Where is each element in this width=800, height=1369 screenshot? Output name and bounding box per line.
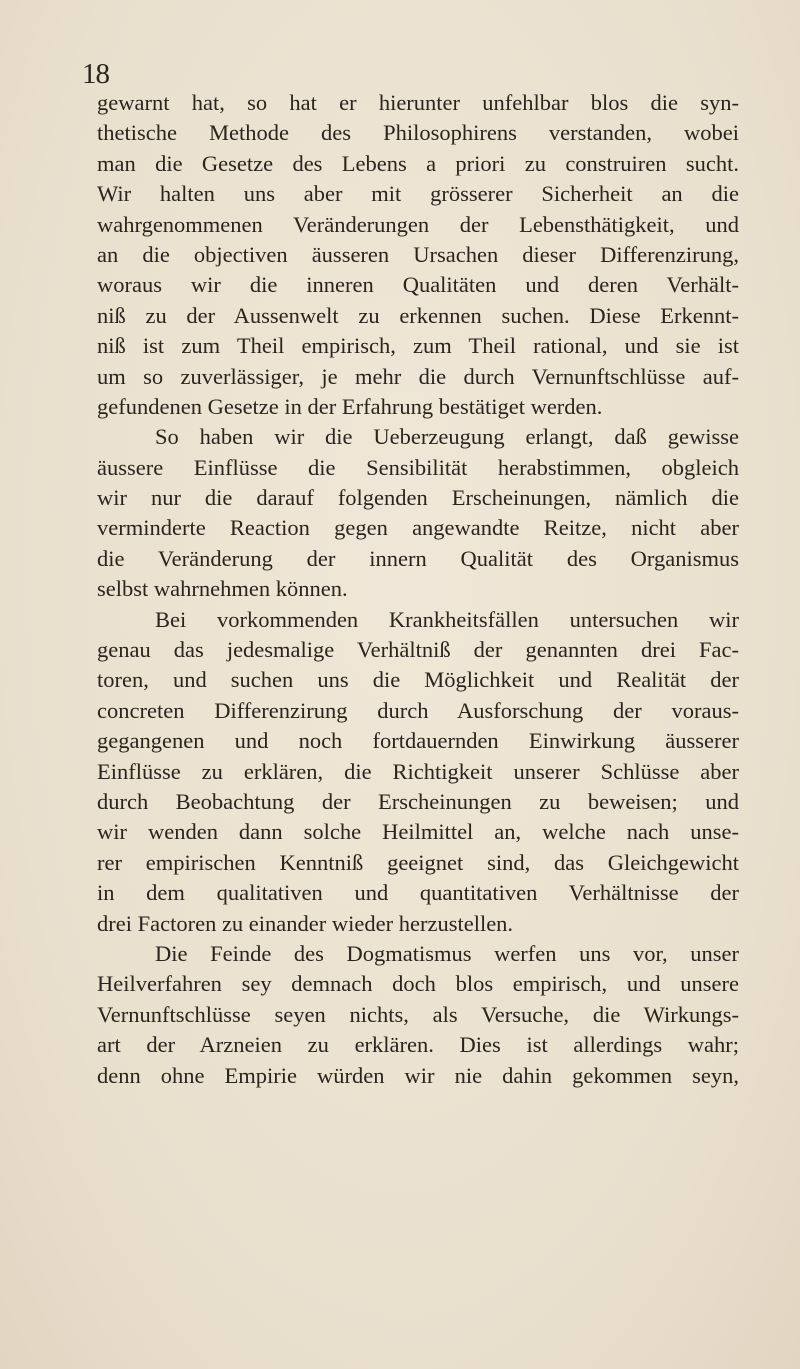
text-line: genau das jedesmalige Verhältniß der genannten drei Fac- <box>97 637 739 663</box>
body-text <box>97 88 739 1091</box>
text-line: wir nur die darauf folgenden Erscheinungen, nämlich die <box>97 485 739 511</box>
text-line: drei Factoren zu einander wieder herzustellen. <box>97 910 514 936</box>
text-line: Wir halten uns aber mit grösserer Sicherheit an die <box>97 181 739 207</box>
text-line: niß ist zum Theil empirisch, zum Theil rational, und sie ist <box>97 333 739 359</box>
text-line: die Veränderung der innern Qualität des Organismus <box>97 545 739 571</box>
text-line: um so zuverlässiger, je mehr die durch Vernunftschlüsse auf- <box>97 363 739 389</box>
text-line: Bei vorkommenden Krankheitsfällen untersuchen wir <box>155 606 739 632</box>
paragraph <box>97 939 739 1091</box>
text-line: durch Beobachtung der Erscheinungen zu beweisen; und <box>97 788 739 814</box>
text-line: concreten Differenzirung durch Ausforschung der voraus- <box>97 697 739 723</box>
text-line: gewarnt hat, so hat er hierunter unfehlbar blos die syn- <box>97 90 739 115</box>
paragraph <box>97 88 739 422</box>
text-line: selbst wahrnehmen können. <box>97 576 348 602</box>
text-line: toren, und suchen uns die Möglichkeit und Realität der <box>97 667 739 693</box>
text-line: in dem qualitativen und quantitativen Verhältnisse der <box>97 880 739 906</box>
text-line: gegangenen und noch fortdauernden Einwirkung äusserer <box>97 728 739 754</box>
text-line: wahrgenommenen Veränderungen der Lebensthätigkeit, und <box>97 211 739 237</box>
text-line: rer empirischen Kenntniß geeignet sind, das Gleichgewicht <box>97 849 739 875</box>
text-line: wir wenden dann solche Heilmittel an, welche nach unse- <box>97 819 739 845</box>
text-line: Vernunftschlüsse seyen nichts, als Versuche, die Wirkungs- <box>97 1001 739 1027</box>
text-line: denn ohne Empirie würden wir nie dahin gekommen seyn, <box>97 1062 739 1088</box>
text-line: Einflüsse zu erklären, die Richtigkeit unserer Schlüsse aber <box>97 758 739 784</box>
page-number: 18 <box>82 58 109 90</box>
text-line: äussere Einflüsse die Sensibilität herabstimmen, obgleich <box>97 454 739 480</box>
text-line: Heilverfahren sey demnach doch blos empirisch, und unsere <box>97 971 739 997</box>
text-line: woraus wir die inneren Qualitäten und deren Verhält- <box>97 272 739 298</box>
text-line: verminderte Reaction gegen angewandte Reitze, nicht aber <box>97 515 739 541</box>
text-line: Die Feinde des Dogmatismus werfen uns vor, unser <box>155 940 739 966</box>
text-line: an die objectiven äusseren Ursachen dieser Differenzirung, <box>97 241 739 267</box>
text-line: gefundenen Gesetze in der Erfahrung bestätiget werden. <box>97 393 603 419</box>
text-line: So haben wir die Ueberzeugung erlangt, daß gewisse <box>155 424 739 450</box>
text-line: art der Arzneien zu erklären. Dies ist allerdings wahr; <box>97 1032 739 1058</box>
text-line: thetische Methode des Philosophirens verstanden, wobei <box>97 120 739 146</box>
text-line: niß zu der Aussenwelt zu erkennen suchen. Diese Erkennt- <box>97 302 739 328</box>
paragraph <box>97 605 739 939</box>
text-line: man die Gesetze des Lebens a priori zu construiren sucht. <box>97 150 739 176</box>
paragraph <box>97 422 739 604</box>
